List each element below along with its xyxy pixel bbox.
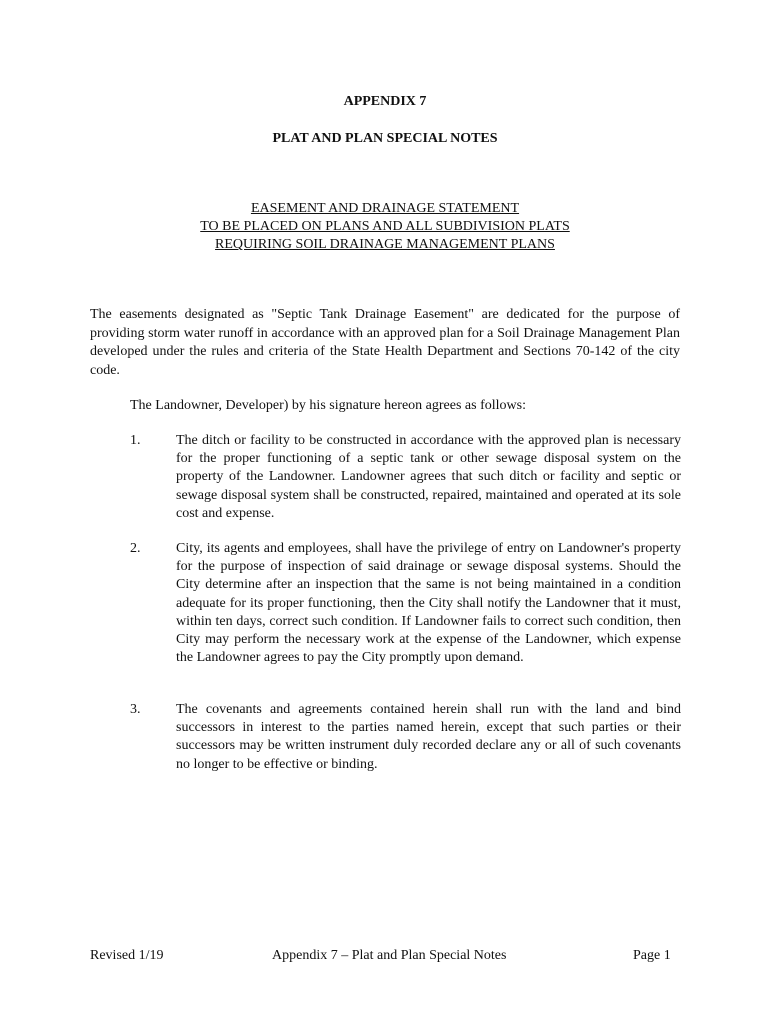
statement-line-3: REQUIRING SOIL DRAINAGE MANAGEMENT PLANS [215,237,555,252]
agreement-intro: The Landowner, Developer) by his signature hereon agrees as follows: [130,398,526,413]
statement-heading [0,200,770,254]
statement-line-1: EASEMENT AND DRAINAGE STATEMENT [250,201,520,216]
list-item-text: City, its agents and employees, shall have the privilege of entry on Landowner's property for the purpose of inspection of said drainage or sewage disposal systems. Should the City determine after an inspection that the same is not being maintained in a condition adequate for its proper functioning, then the City shall notify the Landowner that it must, within ten days, correct such condition. If Landowner fails to correct such condition, then City may perform the necessary work at the expense of the Landowner, which expense the Landowner agrees to pay the City promptly upon demand. [176,541,681,666]
footer-revised: Revised 1/19 [90,948,164,963]
list-item-number: 3. [130,702,141,717]
list-item-text: The ditch or facility to be constructed in accordance with the approved plan is necessary for the proper functioning of a septic tank or other sewage disposal system on the property of the Landowner. Landowner agrees that such ditch or facility and septic or sewage disposal system shall be constructed, repaired, maintained and operated at its sole cost and expense. [176,433,681,521]
appendix-heading: APPENDIX 7 [343,94,427,109]
list-item-number: 1. [130,433,141,448]
footer-title: Appendix 7 – Plat and Plan Special Notes [272,948,507,963]
easement-paragraph: The easements designated as "Septic Tank Drainage Easement" are dedicated for the purpose of providing storm water runoff in accordance with an approved plan for a Soil Drainage Management Plan developed under the rules and criteria of the State Health Department and Sections 70-142 of the city code. [90,307,680,378]
page-title: PLAT AND PLAN SPECIAL NOTES [272,131,498,146]
footer-page-number: Page 1 [633,948,671,963]
statement-line-2: TO BE PLACED ON PLANS AND ALL SUBDIVISION PLATS [200,219,570,234]
list-item-number: 2. [130,541,141,556]
list-item-text: The covenants and agreements contained herein shall run with the land and bind successors in interest to the parties named herein, except that such parties or their successors may be written instrument duly recorded declare any or all of such covenants no longer to be effective or binding. [176,702,681,772]
